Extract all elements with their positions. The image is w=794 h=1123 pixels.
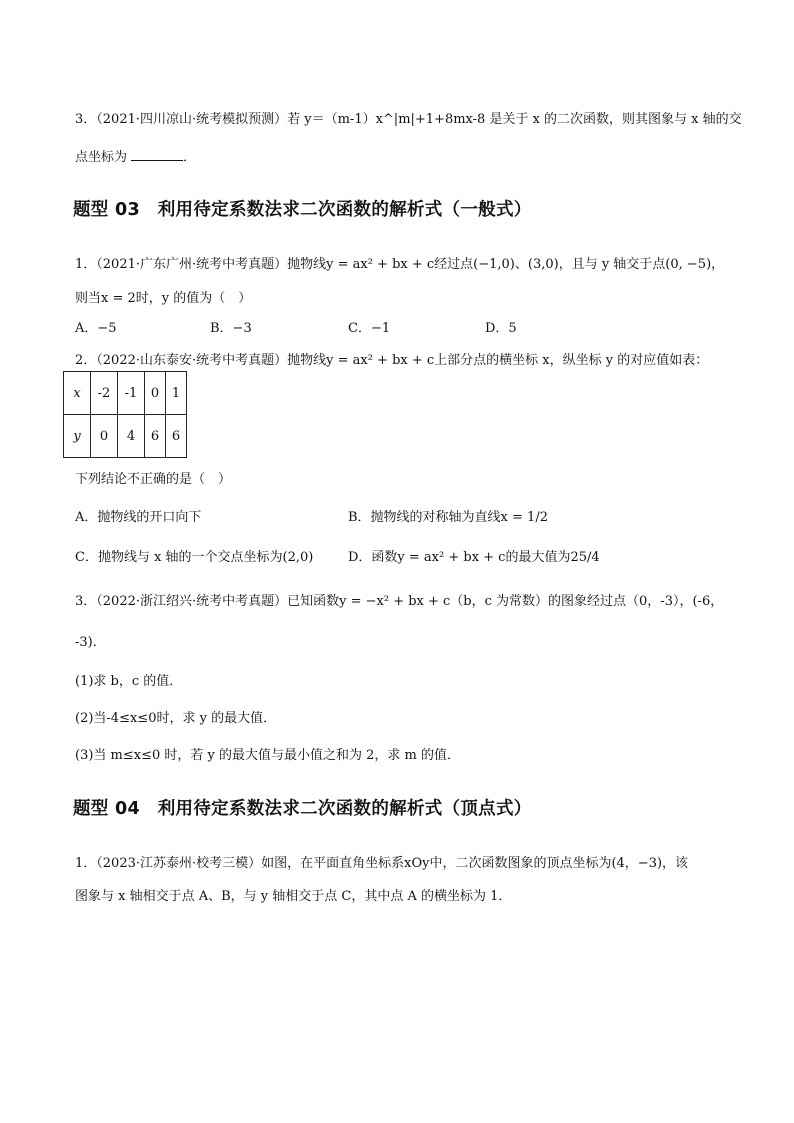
q3-line2: -3)． [75, 635, 106, 650]
table-cell: 6 [166, 415, 187, 458]
question-3-line2-text: 点坐标为 [75, 150, 128, 165]
q1-line2: 则当x = 2时，y 的值为（ ） [75, 291, 252, 306]
question-3-line1: 3．（2021·四川凉山·统考模拟预测）若 y＝（m-1）x^|m|+1+8mx-8 是关于 x 的二次函数，则其图象与 x 轴的交 [75, 112, 742, 127]
q2-option-c: C．抛物线与 x 轴的一个交点坐标为(2,0) [75, 550, 314, 565]
q4-line2: 图象与 x 轴相交于点 A、B，与 y 轴相交于点 C，其中点 A 的横坐标为 1． [75, 889, 512, 904]
q4-line1: 1．（2023·江苏泰州·校考三模）如图，在平面直角坐标系xOy中，二次函数图象的顶点坐标为(4，−3)，该 [75, 856, 689, 871]
table-cell: 0 [91, 415, 118, 458]
table-row [64, 372, 187, 415]
q2-prompt: 下列结论不正确的是（ ） [75, 472, 232, 487]
question-3-line2 [75, 146, 196, 165]
q2-option-b: B．抛物线的对称轴为直线x = 1/2 [348, 510, 548, 525]
table-cell: x [64, 372, 91, 415]
q3-line1: 3．（2022·浙江绍兴·统考中考真题）已知函数y = −x² + bx + c（b，c 为常数）的图象经过点（0，-3），(-6， [75, 594, 724, 609]
q3-part-3: (3)当 m≤x≤0 时，若 y 的最大值与最小值之和为 2，求 m 的值． [75, 748, 460, 763]
table-cell: -1 [118, 372, 145, 415]
q2-option-a: A．抛物线的开口向下 [75, 510, 202, 525]
q1-option-b: B．−3 [210, 321, 252, 336]
table-cell: 4 [118, 415, 145, 458]
table-cell: 6 [145, 415, 166, 458]
q1-line1: 1．（2021·广东广州·统考中考真题）抛物线y = ax² + bx + c经过点(−1,0)、(3,0)，且与 y 轴交于点(0, −5)， [75, 257, 725, 272]
heading-type-03: 题型 03 利用待定系数法求二次函数的解析式（一般式） [73, 200, 532, 220]
answer-blank[interactable] [131, 148, 183, 161]
q2-line1: 2．（2022·山东泰安·统考中考真题）抛物线y = ax² + bx + c上部分点的横坐标 x，纵坐标 y 的对应值如表： [75, 353, 709, 368]
value-table [63, 371, 187, 458]
table-cell: 1 [166, 372, 187, 415]
q1-option-a: A．−5 [75, 321, 117, 336]
heading-type-04: 题型 04 利用待定系数法求二次函数的解析式（顶点式） [73, 799, 532, 819]
q1-option-d: D．5 [485, 321, 517, 336]
q1-option-c: C．−1 [348, 321, 391, 336]
q2-option-d: D．函数y = ax² + bx + c的最大值为25/4 [348, 550, 600, 565]
table-cell: y [64, 415, 91, 458]
table-cell: -2 [91, 372, 118, 415]
table-cell: 0 [145, 372, 166, 415]
question-3-line2-end: ． [183, 150, 197, 165]
table-row [64, 415, 187, 458]
q3-part-1: (1)求 b，c 的值． [75, 674, 183, 689]
q3-part-2: (2)当-4≤x≤0时，求 y 的最大值． [75, 711, 277, 726]
